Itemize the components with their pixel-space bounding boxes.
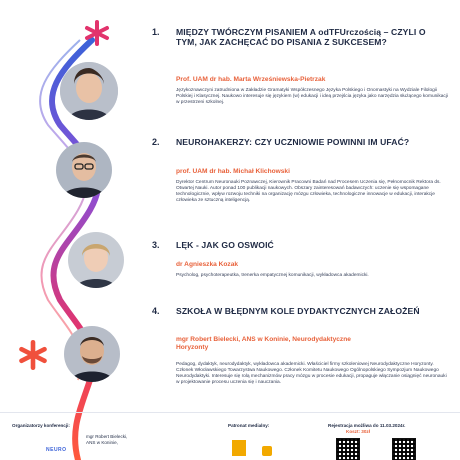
talk-number: 4. bbox=[152, 306, 160, 316]
talk-3 bbox=[152, 240, 452, 290]
talk-4 bbox=[152, 306, 452, 406]
patron-logo bbox=[232, 440, 246, 456]
talk-title: LĘK - JAK GO OSWOIĆ bbox=[176, 240, 274, 250]
talk-speaker: prof. UAM dr hab. Michał Klichowski bbox=[176, 168, 290, 175]
star-icon bbox=[18, 340, 48, 370]
talk-number: 2. bbox=[152, 137, 160, 147]
talk-bio: Psycholog, psychoterapeutka, trenerka empatycznej komunikacji, wykładowca akademicki. bbox=[176, 273, 369, 278]
qr-code[interactable] bbox=[336, 438, 360, 460]
qr-code[interactable] bbox=[392, 438, 416, 460]
talk-title: NEUROHAKERZY: CZY UCZNIOWIE POWINNI IM UFAĆ? bbox=[176, 137, 410, 147]
talk-bio: Pedagog, dydaktyk, neurodydaktyk, wykładowca akademicki. Właściciel firmy szkoleniowej Neurodydaktyczne Horyzonty. Członek Włocławskiego Towarzystwa Naukowego. Członek Komitetu Naukowego Ogólnopolskiego Sympozjum Naukowego Neurodydaktyki. Interesuje się rolą mechanizmów pracy mózgu w procesie edukacji, propaguje włączanie osiągnięć neuronauki w projektowanie procesu uczenia się i nauczania. bbox=[176, 362, 447, 385]
organizer-person: mgr Robert Bielecki, ANS w Koninie, bbox=[86, 434, 128, 445]
registration-cost: Koszt: 30zł bbox=[346, 429, 370, 434]
patron-logo bbox=[262, 446, 272, 456]
speaker-photo-2 bbox=[56, 142, 112, 198]
speaker-photo-1 bbox=[60, 62, 118, 120]
footer-divider bbox=[0, 412, 460, 413]
organizers-label: Organizatorzy konferencji: bbox=[12, 423, 70, 428]
speaker-photo-3 bbox=[68, 232, 124, 288]
patrons-label: Patronat medialny: bbox=[228, 423, 270, 428]
talk-speaker: mgr Robert Bielecki, ANS w Koninie, Neurodydaktyczne Horyzonty bbox=[176, 336, 351, 351]
talk-speaker: Prof. UAM dr hab. Marta Wrześniewska-Pietrzak bbox=[176, 76, 326, 83]
talk-1 bbox=[152, 27, 452, 127]
talk-2 bbox=[152, 137, 452, 237]
star-icon bbox=[84, 20, 110, 46]
talk-bio: Językoznawczyni zatrudniona w Zakładzie Gramatyki Współczesnego Języka Polskiego i Onomastyki na Wydziale Filologii Polskiej i Klasycznej. Naukowo interesuje się językiem (w) edukacji i ideą przejścia języka jako narzędzia służącego komunikacji w przestrzeni szkolnej. bbox=[176, 88, 448, 105]
speaker-photo-4 bbox=[64, 326, 120, 382]
organizer-logo: NEURO bbox=[46, 447, 67, 453]
talk-number: 3. bbox=[152, 240, 160, 250]
talk-number: 1. bbox=[152, 27, 160, 37]
registration-info: Rejestracja możliwa do 11.03.2024r. bbox=[328, 423, 406, 428]
talk-title: MIĘDZY TWÓRCZYM PISANIEM A odTFUrczością – CZYLI O TYM, JAK ZACHĘCAĆ DO PISANIA Z SUKCESEM? bbox=[176, 27, 426, 47]
talk-title: SZKOŁA W BŁĘDNYM KOLE DYDAKTYCZNYCH ZAŁOŻEŃ bbox=[176, 306, 420, 316]
talk-speaker: dr Agnieszka Kozak bbox=[176, 261, 239, 268]
talk-bio: Dyrektor Centrum Neuronauki Poznawczej, Kierownik Pracowni Badań nad Procesem Uczenia się, Pełnomocnik Rektora ds. Otwartej Nauki. Autor ponad 100 publikacji naukowych. Obszary zainteresowań badawczych: uczenie się wspomagane technologicznie, wpływ rozwoju techniki na organizację mózgu człowieka, technologiczne innowacje w edukacji, interakcje człowieka ze sztuczną inteligencją. bbox=[176, 180, 441, 203]
